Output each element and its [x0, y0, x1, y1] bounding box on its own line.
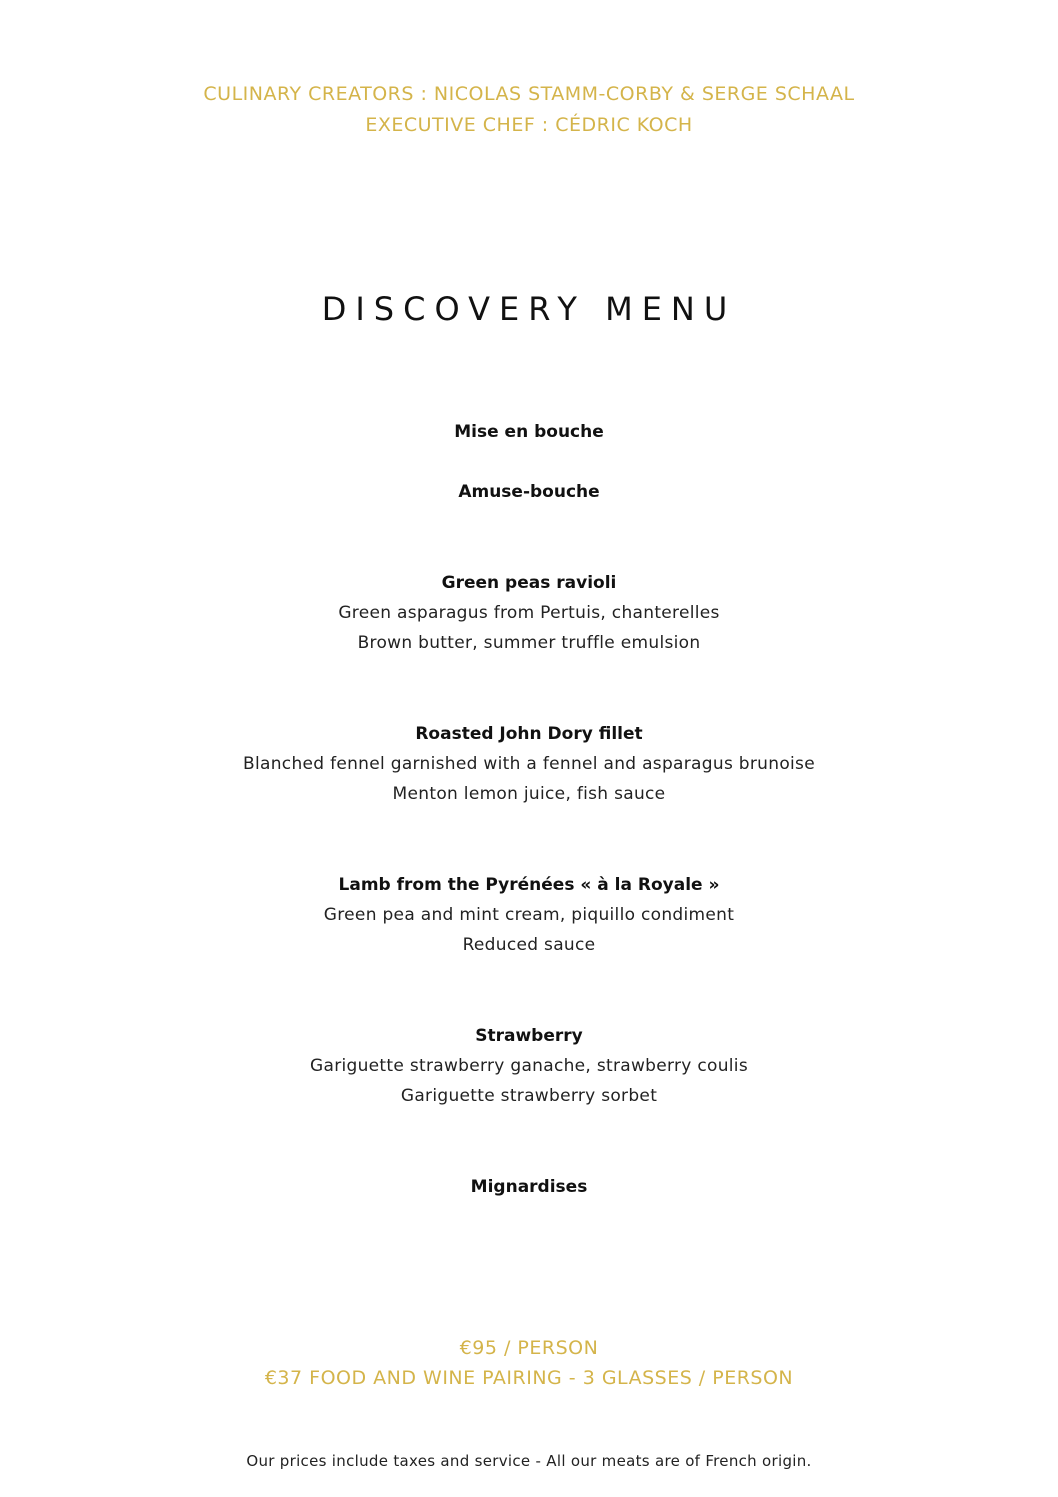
- course-description-line: Menton lemon juice, fish sauce: [392, 784, 666, 804]
- course-description-line: Gariguette strawberry sorbet: [400, 1086, 658, 1106]
- executive-chef-line: EXECUTIVE CHEF : CÉDRIC KOCH: [365, 114, 693, 136]
- course-name: Strawberry: [475, 1026, 583, 1046]
- course-name: Roasted John Dory fillet: [415, 724, 643, 744]
- course-lamb-pyrenees: [0, 870, 1058, 960]
- course-mise-en-bouche: [0, 417, 1058, 447]
- course-name: Mignardises: [470, 1177, 588, 1197]
- course-description-line: Green pea and mint cream, piquillo condiment: [323, 905, 735, 925]
- price-per-person: €95 / PERSON: [459, 1337, 599, 1359]
- course-name: Green peas ravioli: [441, 573, 617, 593]
- course-name: Mise en bouche: [454, 422, 604, 442]
- footer-note: Our prices include taxes and service - All our meats are of French origin.: [246, 1452, 812, 1470]
- credits-block: [0, 79, 1058, 141]
- course-description-line: Blanched fennel garnished with a fennel and asparagus brunoise: [243, 754, 815, 774]
- course-roasted-john-dory: [0, 719, 1058, 809]
- course-amuse-bouche: [0, 477, 1058, 507]
- course-green-peas-ravioli: [0, 568, 1058, 658]
- course-name: Amuse-bouche: [458, 482, 600, 502]
- course-description-line: Green asparagus from Pertuis, chanterelles: [338, 603, 720, 623]
- course-strawberry: [0, 1021, 1058, 1111]
- wine-pairing-price: €37 FOOD AND WINE PAIRING - 3 GLASSES / PERSON: [264, 1367, 794, 1389]
- course-mignardises: [0, 1172, 1058, 1202]
- course-description-line: Reduced sauce: [462, 935, 596, 955]
- culinary-creators-line: CULINARY CREATORS : NICOLAS STAMM-CORBY & SERGE SCHAAL: [203, 83, 855, 105]
- course-name: Lamb from the Pyrénées « à la Royale »: [338, 875, 720, 895]
- pricing-block: [0, 1333, 1058, 1393]
- menu-title: DISCOVERY MENU: [321, 290, 737, 328]
- course-description-line: Gariguette strawberry ganache, strawberry coulis: [310, 1056, 748, 1076]
- course-description-line: Brown butter, summer truffle emulsion: [357, 633, 701, 653]
